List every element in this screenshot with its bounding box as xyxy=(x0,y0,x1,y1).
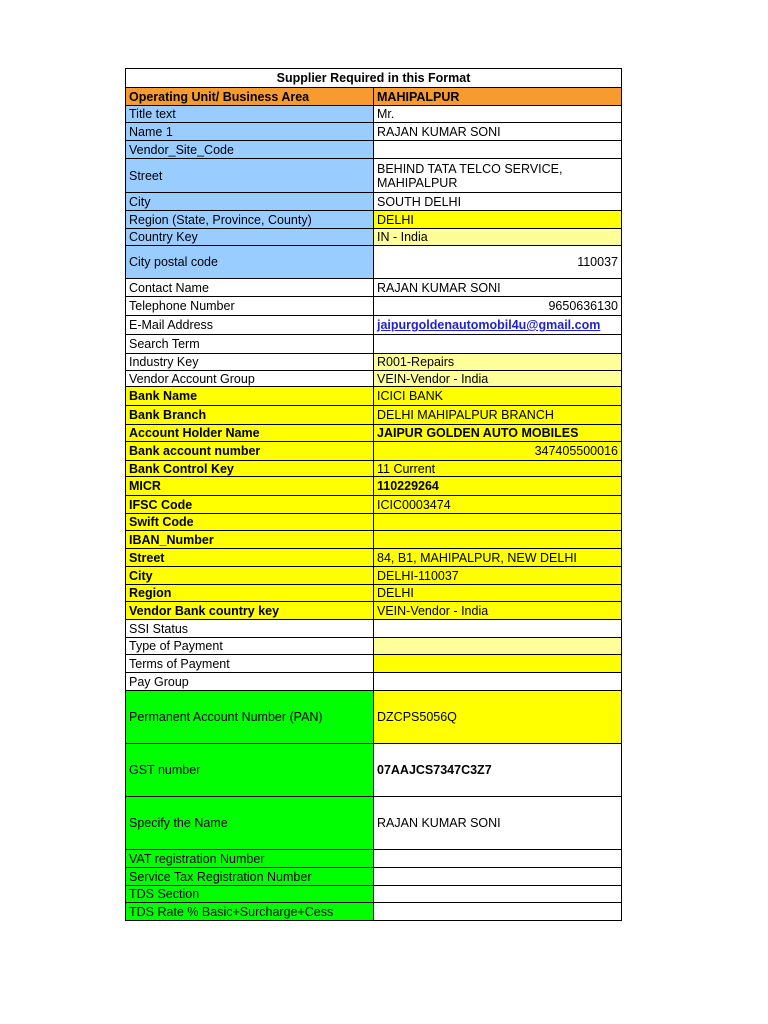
field-value[interactable]: IN - India xyxy=(374,229,622,246)
table-row xyxy=(126,246,622,279)
field-value[interactable]: RAJAN KUMAR SONI xyxy=(374,797,622,850)
field-label: Permanent Account Number (PAN) xyxy=(126,691,374,744)
field-value[interactable] xyxy=(374,673,622,691)
field-value[interactable]: RAJAN KUMAR SONI xyxy=(374,279,622,297)
sheet-title: Supplier Required in this Format xyxy=(126,69,622,88)
table-title-row xyxy=(126,69,622,88)
table-row xyxy=(126,655,622,673)
table-row xyxy=(126,279,622,297)
table-row xyxy=(126,406,622,425)
table-row xyxy=(126,797,622,850)
field-label: E-Mail Address xyxy=(126,316,374,335)
field-value[interactable]: ICIC0003474 xyxy=(374,496,622,514)
field-value[interactable]: 110229264 xyxy=(374,477,622,496)
table-row xyxy=(126,371,622,387)
field-value[interactable] xyxy=(374,903,622,921)
field-label: Search Term xyxy=(126,335,374,354)
field-label: Terms of Payment xyxy=(126,655,374,673)
table-row xyxy=(126,567,622,585)
field-label: Account Holder Name xyxy=(126,425,374,442)
field-label: Bank Branch xyxy=(126,406,374,425)
field-label: City postal code xyxy=(126,246,374,279)
field-value[interactable]: DELHI xyxy=(374,585,622,602)
table-row xyxy=(126,387,622,406)
field-label: Region xyxy=(126,585,374,602)
field-value[interactable]: Mr. xyxy=(374,106,622,123)
table-row xyxy=(126,123,622,141)
field-label: Pay Group xyxy=(126,673,374,691)
table-row xyxy=(126,461,622,477)
email-link[interactable]: jaipurgoldenautomobil4u@gmail.com xyxy=(374,316,622,335)
field-value[interactable]: VEIN-Vendor - India xyxy=(374,371,622,387)
table-row xyxy=(126,496,622,514)
table-row xyxy=(126,106,622,123)
table-row xyxy=(126,141,622,159)
field-value[interactable]: DZCPS5056Q xyxy=(374,691,622,744)
field-value[interactable] xyxy=(374,620,622,638)
field-label: Name 1 xyxy=(126,123,374,141)
field-value[interactable]: 9650636130 xyxy=(374,297,622,316)
field-label: GST number xyxy=(126,744,374,797)
table-row xyxy=(126,159,622,193)
table-row xyxy=(126,531,622,549)
field-label: Bank Name xyxy=(126,387,374,406)
field-value[interactable]: 84, B1, MAHIPALPUR, NEW DELHI xyxy=(374,549,622,567)
field-label: Region (State, Province, County) xyxy=(126,211,374,229)
field-value[interactable] xyxy=(374,886,622,903)
table-row xyxy=(126,354,622,371)
table-row xyxy=(126,886,622,903)
table-row xyxy=(126,442,622,461)
field-value[interactable] xyxy=(374,514,622,531)
field-label: Country Key xyxy=(126,229,374,246)
field-value[interactable] xyxy=(374,638,622,655)
field-label: Street xyxy=(126,549,374,567)
field-label: Street xyxy=(126,159,374,193)
field-label: Telephone Number xyxy=(126,297,374,316)
table-row xyxy=(126,744,622,797)
table-row xyxy=(126,602,622,620)
field-value[interactable]: DELHI xyxy=(374,211,622,229)
field-label: City xyxy=(126,193,374,211)
table-row xyxy=(126,549,622,567)
table-row xyxy=(126,850,622,868)
field-value[interactable]: JAIPUR GOLDEN AUTO MOBILES xyxy=(374,425,622,442)
field-label: Title text xyxy=(126,106,374,123)
table-row xyxy=(126,620,622,638)
field-label: SSI Status xyxy=(126,620,374,638)
table-row xyxy=(126,673,622,691)
field-value[interactable]: RAJAN KUMAR SONI xyxy=(374,123,622,141)
field-value[interactable]: SOUTH DELHI xyxy=(374,193,622,211)
table-row xyxy=(126,297,622,316)
field-value[interactable]: DELHI-110037 xyxy=(374,567,622,585)
field-label: Vendor_Site_Code xyxy=(126,141,374,159)
table-row xyxy=(126,425,622,442)
table-row xyxy=(126,477,622,496)
field-label: TDS Rate % Basic+Surcharge+Cess xyxy=(126,903,374,921)
field-value[interactable] xyxy=(374,850,622,868)
field-label: Service Tax Registration Number xyxy=(126,868,374,886)
field-label: Type of Payment xyxy=(126,638,374,655)
field-value[interactable] xyxy=(374,655,622,673)
field-value[interactable] xyxy=(374,531,622,549)
table-row xyxy=(126,193,622,211)
field-value[interactable]: 347405500016 xyxy=(374,442,622,461)
table-row xyxy=(126,691,622,744)
field-label: City xyxy=(126,567,374,585)
field-label: Industry Key xyxy=(126,354,374,371)
table-row xyxy=(126,88,622,106)
field-value[interactable]: VEIN-Vendor - India xyxy=(374,602,622,620)
field-value[interactable]: MAHIPALPUR xyxy=(374,88,622,106)
field-value[interactable]: 07AAJCS7347C3Z7 xyxy=(374,744,622,797)
table-row xyxy=(126,514,622,531)
field-label: Operating Unit/ Business Area xyxy=(126,88,374,106)
field-label: TDS Section xyxy=(126,886,374,903)
field-label: Swift Code xyxy=(126,514,374,531)
field-label: MICR xyxy=(126,477,374,496)
field-label: Bank Control Key xyxy=(126,461,374,477)
field-label: Contact Name xyxy=(126,279,374,297)
field-label: Vendor Bank country key xyxy=(126,602,374,620)
field-label: Specify the Name xyxy=(126,797,374,850)
field-value[interactable]: BEHIND TATA TELCO SERVICE, MAHIPALPUR xyxy=(374,159,622,193)
table-row xyxy=(126,229,622,246)
field-value[interactable]: DELHI MAHIPALPUR BRANCH xyxy=(374,406,622,425)
table-row xyxy=(126,638,622,655)
field-value[interactable]: ICICI BANK xyxy=(374,387,622,406)
field-value[interactable] xyxy=(374,868,622,886)
table-row xyxy=(126,211,622,229)
field-value[interactable] xyxy=(374,335,622,354)
field-value[interactable]: R001-Repairs xyxy=(374,354,622,371)
field-label: Bank account number xyxy=(126,442,374,461)
field-label: Vendor Account Group xyxy=(126,371,374,387)
supplier-form-table xyxy=(125,68,622,921)
field-label: VAT registration Number xyxy=(126,850,374,868)
form-rows xyxy=(126,88,622,921)
field-label: IBAN_Number xyxy=(126,531,374,549)
field-value[interactable]: 110037 xyxy=(374,246,622,279)
field-value[interactable] xyxy=(374,141,622,159)
field-label: IFSC Code xyxy=(126,496,374,514)
table-row xyxy=(126,868,622,886)
field-value[interactable]: 11 Current xyxy=(374,461,622,477)
table-row xyxy=(126,585,622,602)
table-row xyxy=(126,316,622,335)
table-row xyxy=(126,335,622,354)
table-row xyxy=(126,903,622,921)
